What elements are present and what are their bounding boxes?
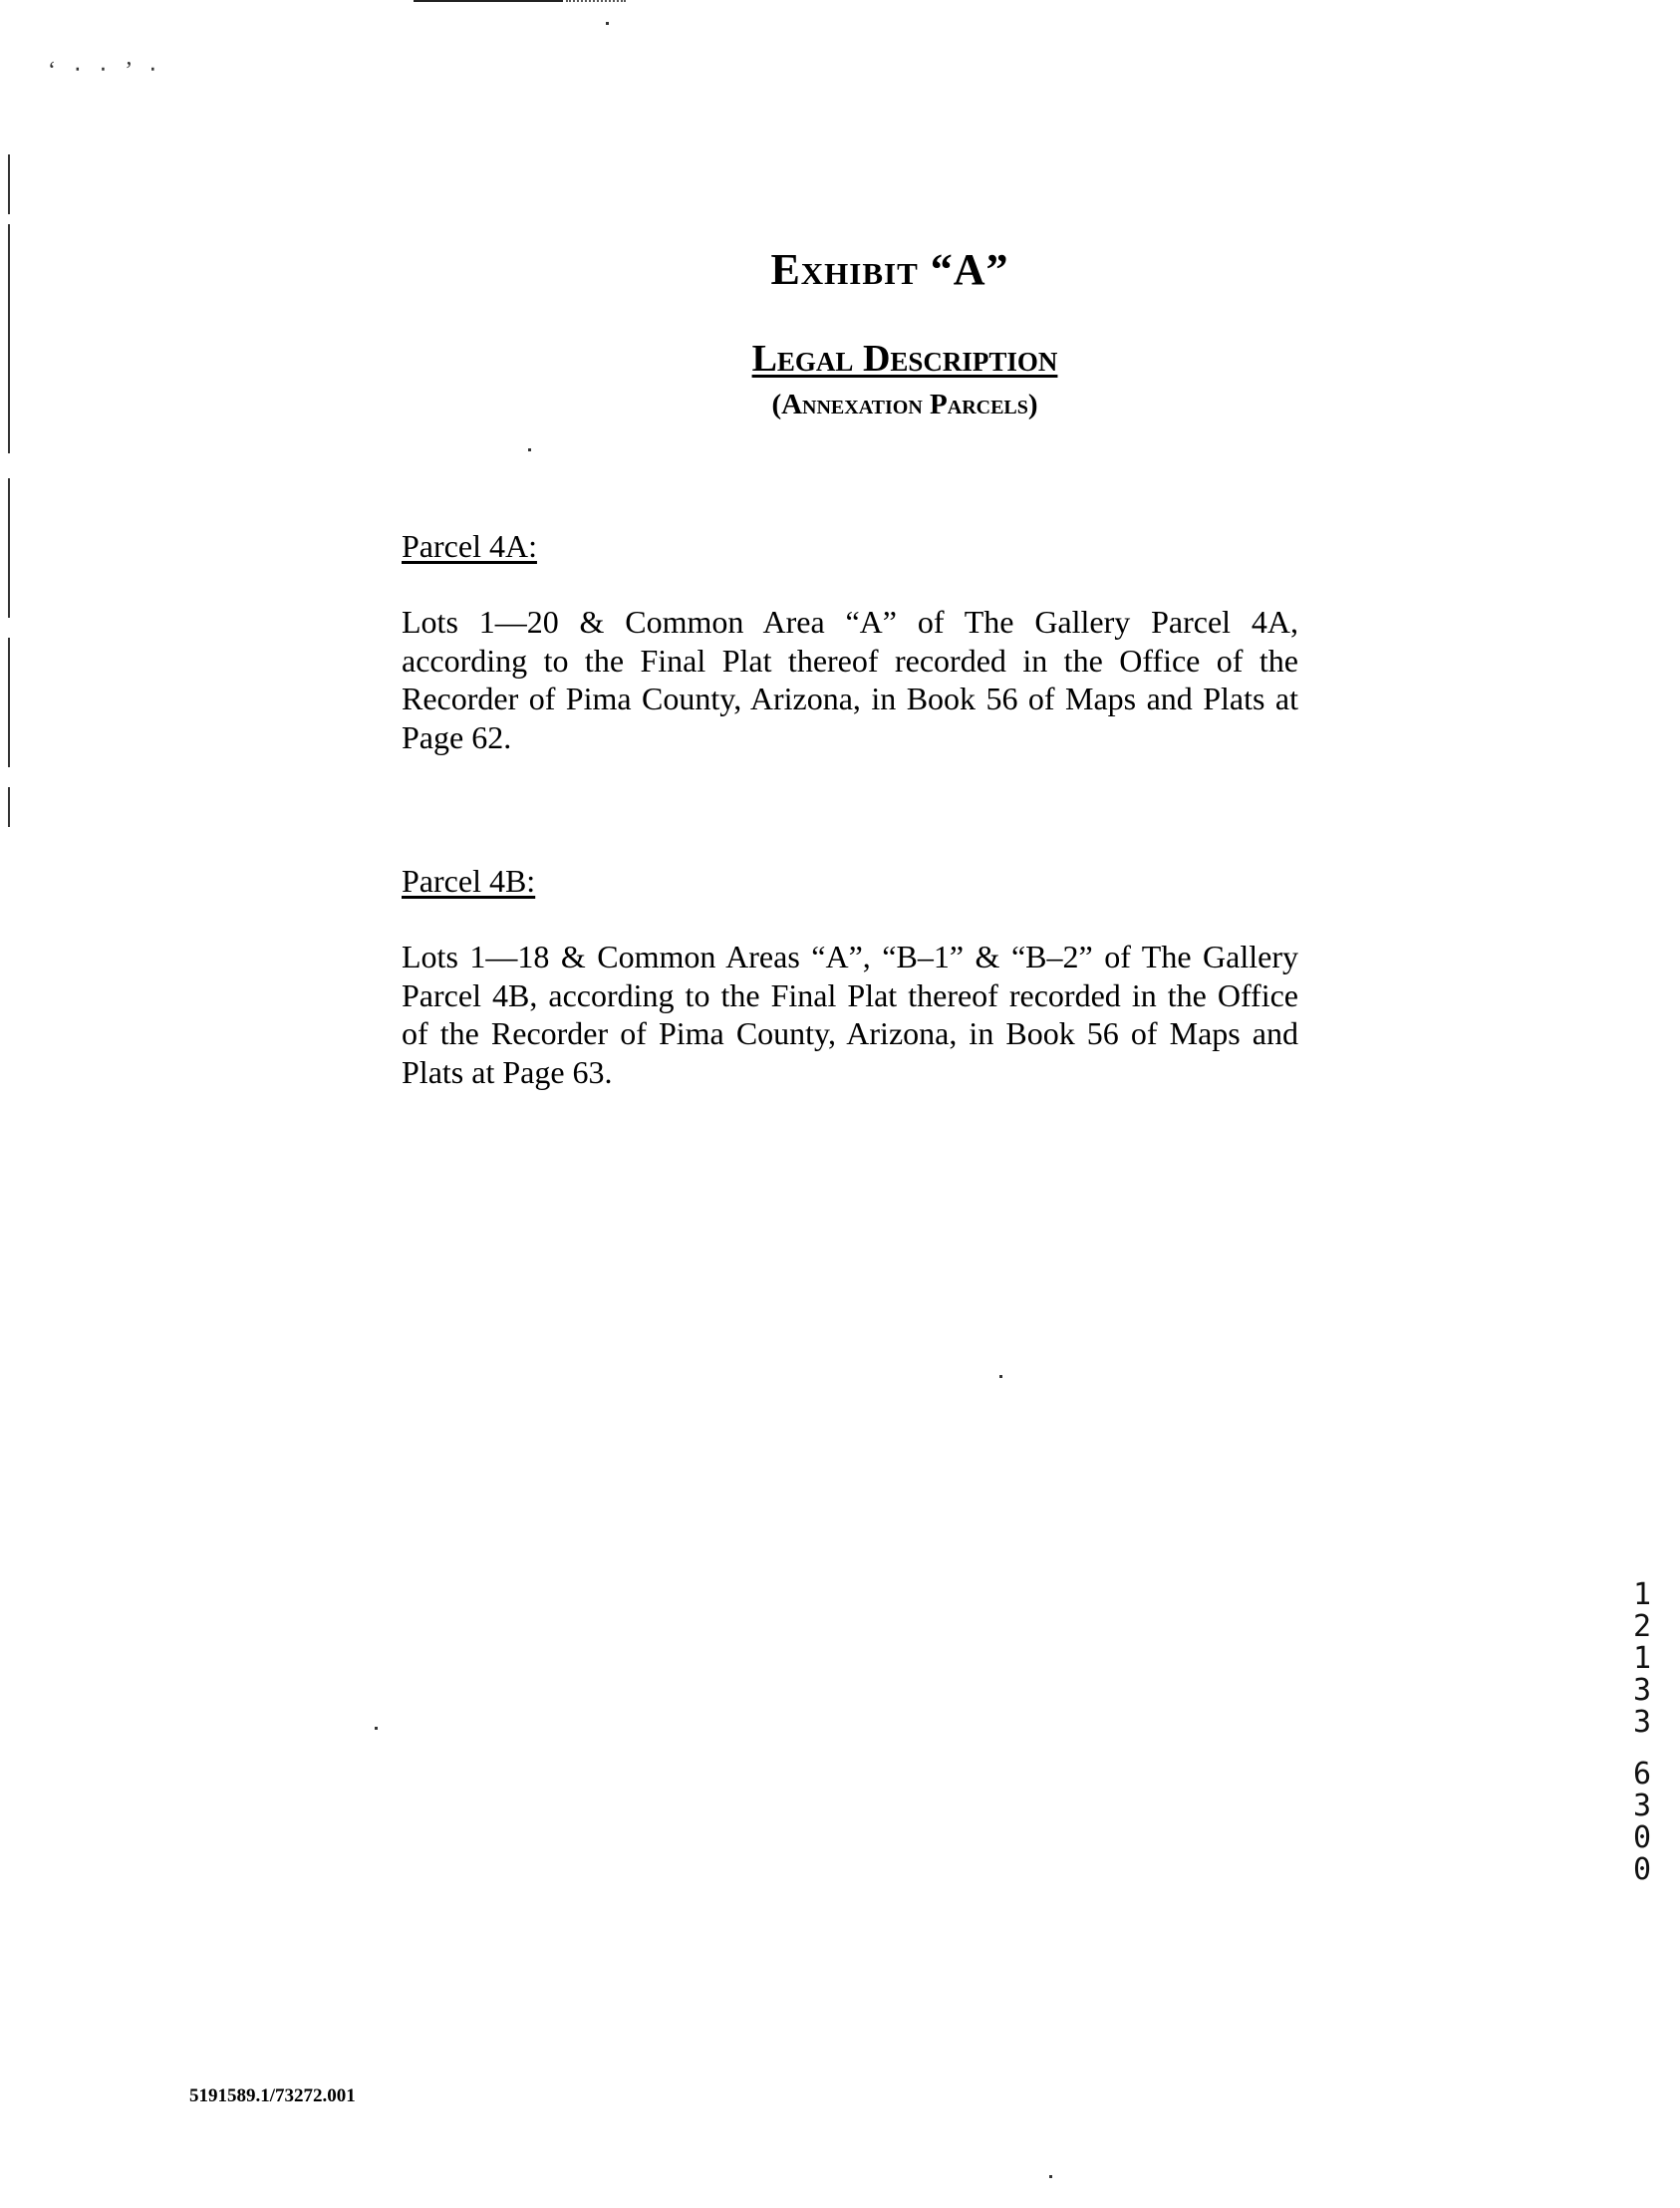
stamp-digit: 2 [1632,1609,1652,1644]
stamp-digit: 3 [1632,1705,1652,1740]
scan-margin-line [8,478,10,618]
annexation-parcels-heading: (Annexation Parcels) [771,389,1038,420]
exhibit-title: Exhibit “A” [770,245,1009,294]
stamp-digit: 3 [1632,1673,1652,1708]
stamp-digit: 3 [1632,1789,1652,1823]
stamp-digit: 6 [1632,1757,1652,1792]
scan-speck [606,22,609,25]
scan-speck [528,448,531,451]
stamp-digit: 0 [1632,1852,1652,1887]
scan-corner-marks: ‘ ‧ ‧ ’ ‧ [48,58,163,84]
scan-margin-line [8,787,10,827]
stamp-digit: 1 [1632,1641,1652,1676]
scan-top-dots [566,0,626,3]
scan-speck [375,1727,378,1730]
recording-stamp-first [1622,1579,1662,1739]
stamp-digit: 0 [1632,1820,1652,1855]
scan-speck [999,1375,1002,1378]
document-id: 5191589.1/73272.001 [189,2085,356,2106]
legal-description-heading: Legal Description [751,338,1058,380]
recording-stamp-second [1622,1759,1662,1886]
scan-margin-line [8,154,10,214]
parcel-heading: Parcel 4A: [402,528,537,564]
stamp-digit: 1 [1632,1577,1652,1612]
parcel-description: Lots 1—18 & Common Areas “A”, “B–1” & “B–2” of The Gallery Parcel 4B, according to the Final Plat thereof recorded in the Office of the Recorder of Pima County, Arizona, in Book 56 of Maps and Plats at Page 63. [402,939,1298,1090]
parcel-description: Lots 1—20 & Common Area “A” of The Gallery Parcel 4A, according to the Final Plat thereof recorded in the Office of the Recorder of Pima County, Arizona, in Book 56 of Maps and Plats at Page 62. [402,604,1298,755]
parcel-section [402,863,1298,1091]
scan-top-rule [414,0,563,2]
parcel-section [402,528,1298,756]
scan-margin-line [8,638,10,767]
scan-speck [1049,2175,1052,2178]
recording-stamp [1622,1579,1662,1886]
parcel-heading: Parcel 4B: [402,863,536,899]
